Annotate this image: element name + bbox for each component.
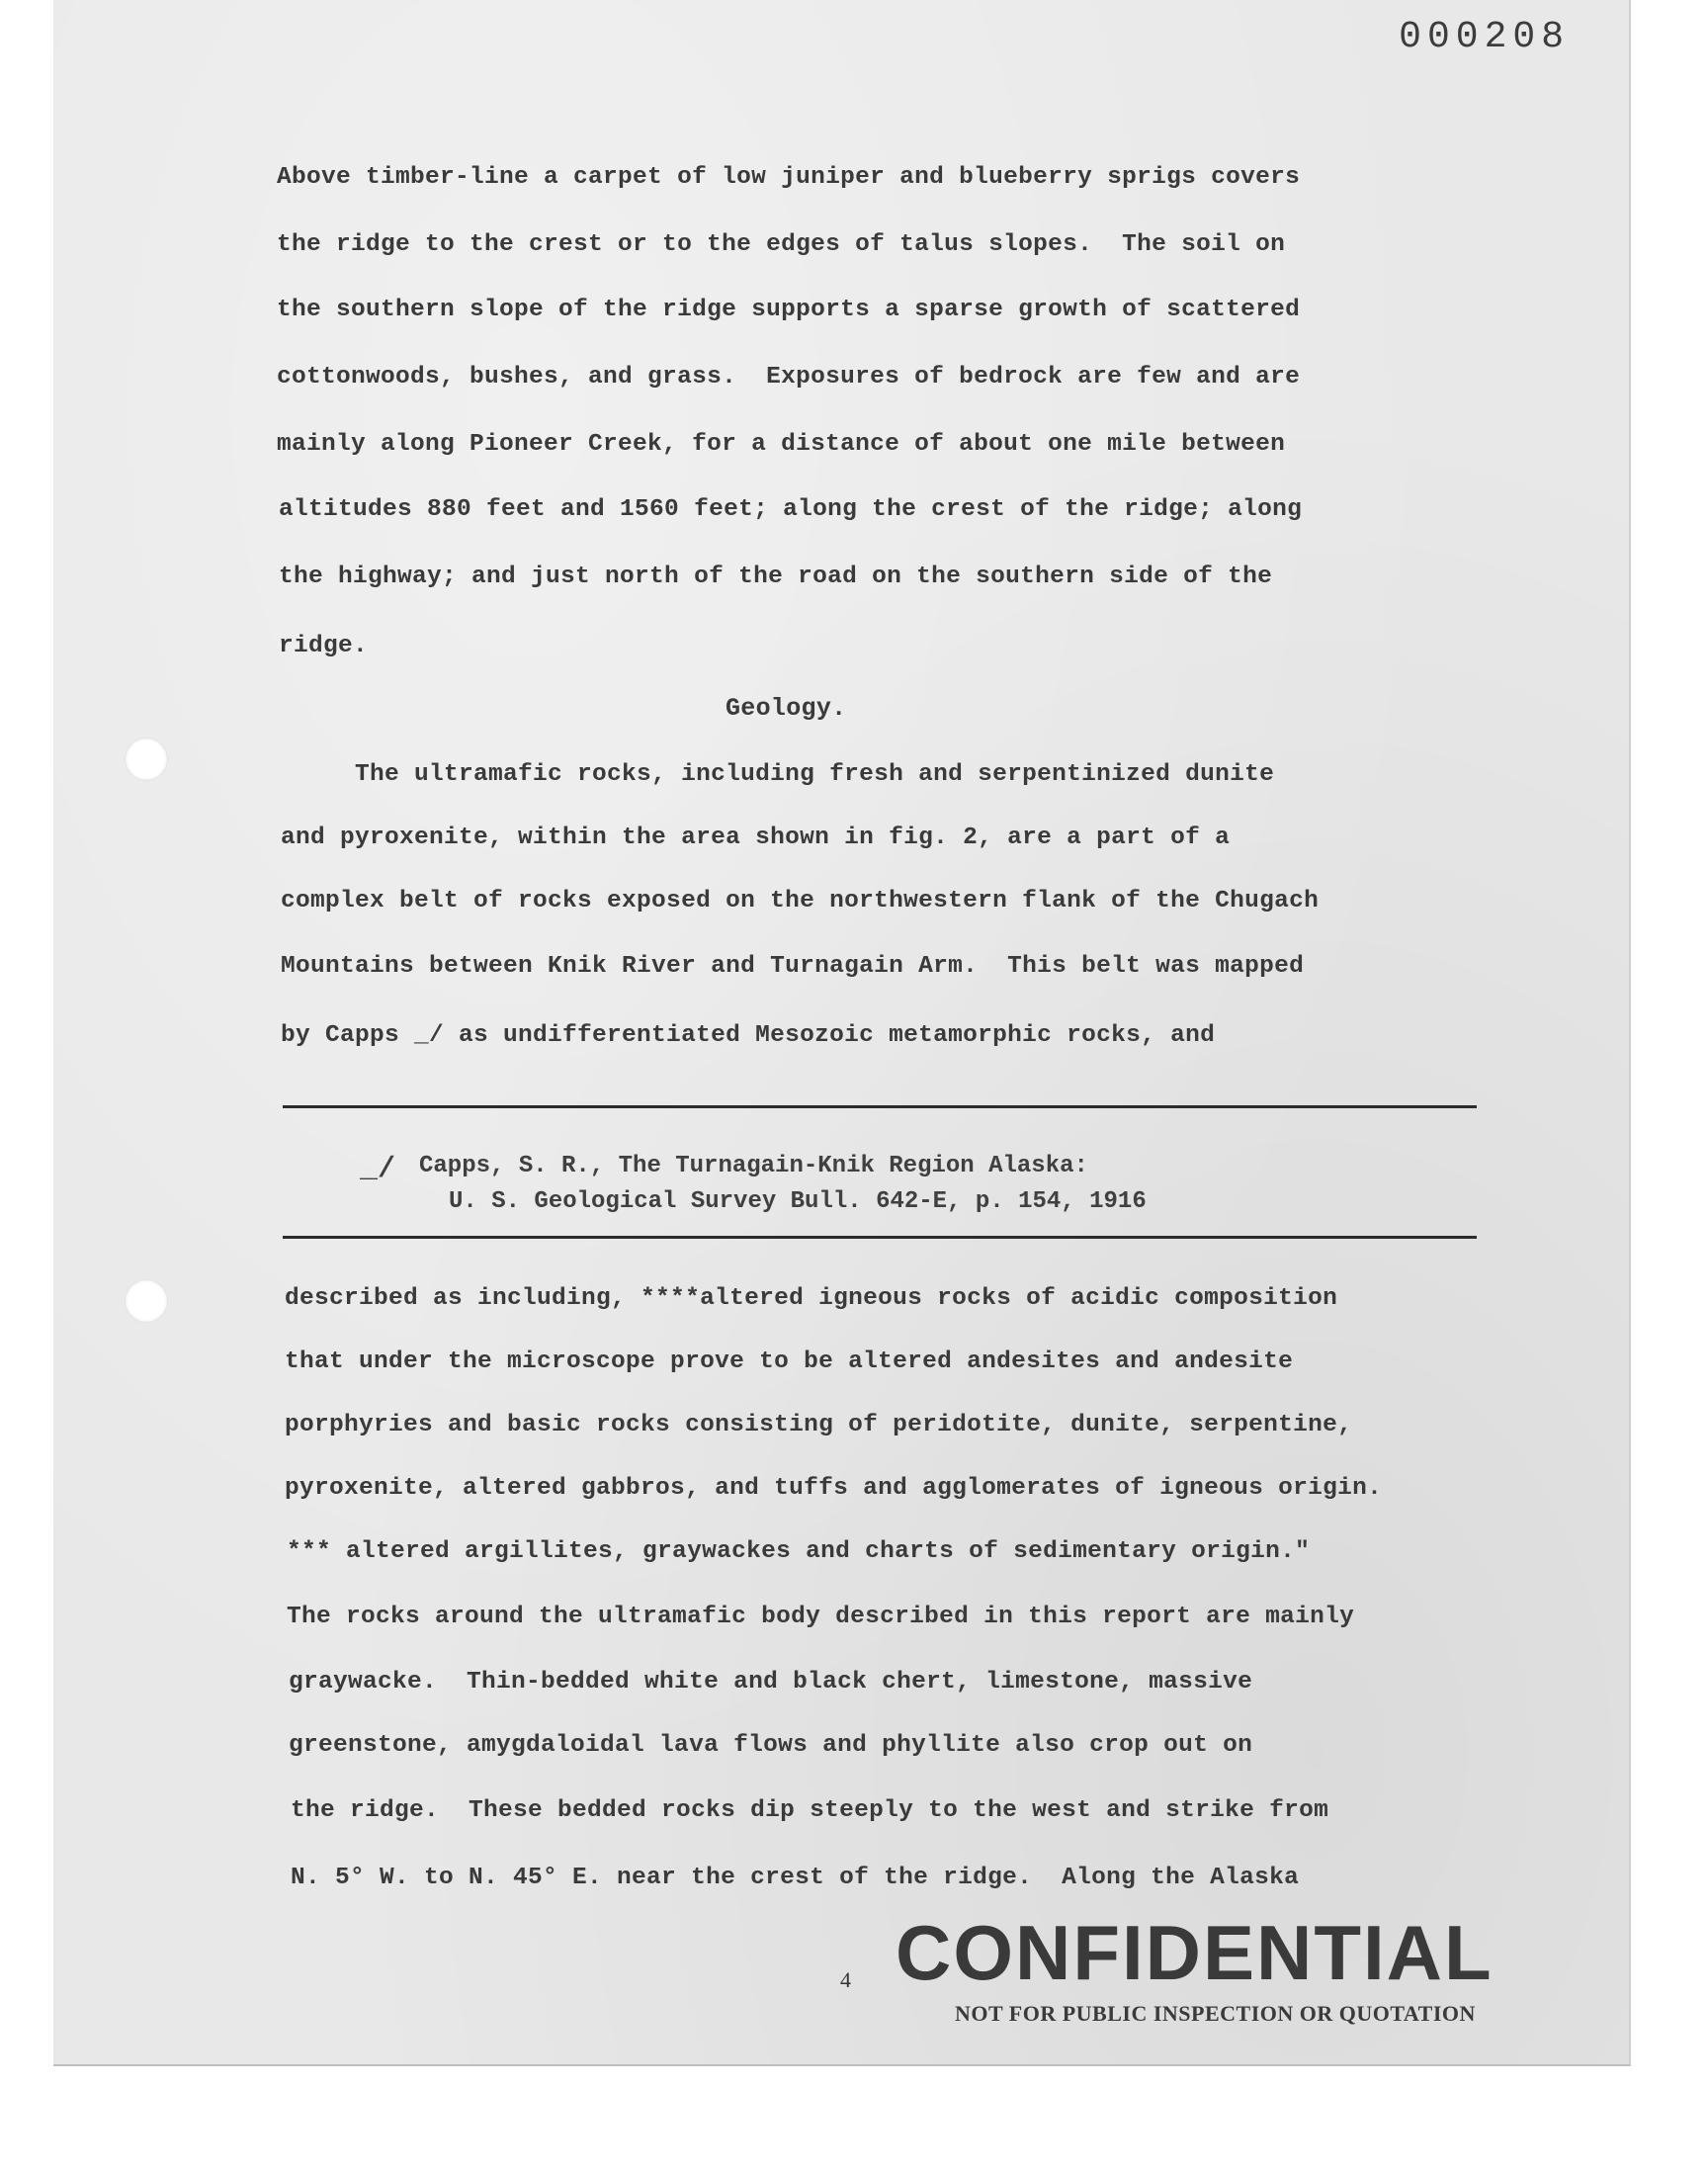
body-line: greenstone, amygdaloidal lava flows and phyllite also crop out on <box>289 1732 1253 1759</box>
confidential-stamp-subtitle: NOT FOR PUBLIC INSPECTION OR QUOTATION <box>955 2001 1476 2026</box>
body-line: by Capps _/ as undifferentiated Mesozoic metamorphic rocks, and <box>281 1022 1216 1049</box>
body-line: the highway; and just north of the road on the southern side of the <box>279 564 1273 590</box>
body-line: cottonwoods, bushes, and grass. Exposures of bedrock are few and are <box>277 364 1301 391</box>
punch-hole-bottom <box>125 1279 168 1323</box>
body-line: porphyries and basic rocks consisting of peridotite, dunite, serpentine, <box>285 1412 1353 1438</box>
body-line: altitudes 880 feet and 1560 feet; along the crest of the ridge; along <box>279 496 1303 523</box>
body-line: graywacke. Thin-bedded white and black chert, limestone, massive <box>289 1669 1253 1696</box>
body-line: The ultramafic rocks, including fresh and serpentinized dunite <box>281 761 1275 788</box>
body-line: ridge. <box>279 633 369 659</box>
body-line: described as including, ****altered igneous rocks of acidic composition <box>285 1285 1338 1312</box>
document-page <box>53 0 1631 2066</box>
punch-hole-top <box>125 738 168 781</box>
body-line: the ridge. These bedded rocks dip steeply to the west and strike from <box>291 1797 1329 1824</box>
body-line: pyroxenite, altered gabbros, and tuffs and agglomerates of igneous origin. <box>285 1475 1383 1502</box>
footnote-marker: _/ <box>360 1153 396 1186</box>
body-line: mainly along Pioneer Creek, for a distance of about one mile between <box>277 431 1286 458</box>
document-number: 000208 <box>1399 16 1570 58</box>
body-line: and pyroxenite, within the area shown in fig. 2, are a part of a <box>281 825 1231 851</box>
body-line: *** altered argillites, graywackes and charts of sedimentary origin." <box>287 1538 1311 1565</box>
body-line: the southern slope of the ridge supports a sparse growth of scattered <box>277 297 1301 323</box>
body-line: the ridge to the crest or to the edges of talus slopes. The soil on <box>277 231 1286 258</box>
footnote-rule-bottom <box>283 1236 1477 1239</box>
body-line: The rocks around the ultramafic body described in this report are mainly <box>287 1604 1355 1630</box>
body-line: Above timber-line a carpet of low juniper and blueberry sprigs covers <box>277 164 1301 191</box>
footnote-line-1: Capps, S. R., The Turnagain-Knik Region Alaska: <box>419 1153 1088 1179</box>
page-number: 4 <box>840 1967 851 1992</box>
section-heading: Geology. <box>726 694 847 723</box>
body-line: that under the microscope prove to be altered andesites and andesite <box>285 1348 1294 1375</box>
footnote-rule-top <box>283 1105 1477 1108</box>
body-line: N. 5° W. to N. 45° E. near the crest of the ridge. Along the Alaska <box>291 1865 1300 1891</box>
confidential-stamp: CONFIDENTIAL <box>896 1909 1494 1996</box>
body-line: Mountains between Knik River and Turnagain Arm. This belt was mapped <box>281 953 1305 980</box>
body-line: complex belt of rocks exposed on the northwestern flank of the Chugach <box>281 888 1320 914</box>
footnote-line-2: U. S. Geological Survey Bull. 642-E, p. 154, 1916 <box>449 1188 1147 1215</box>
